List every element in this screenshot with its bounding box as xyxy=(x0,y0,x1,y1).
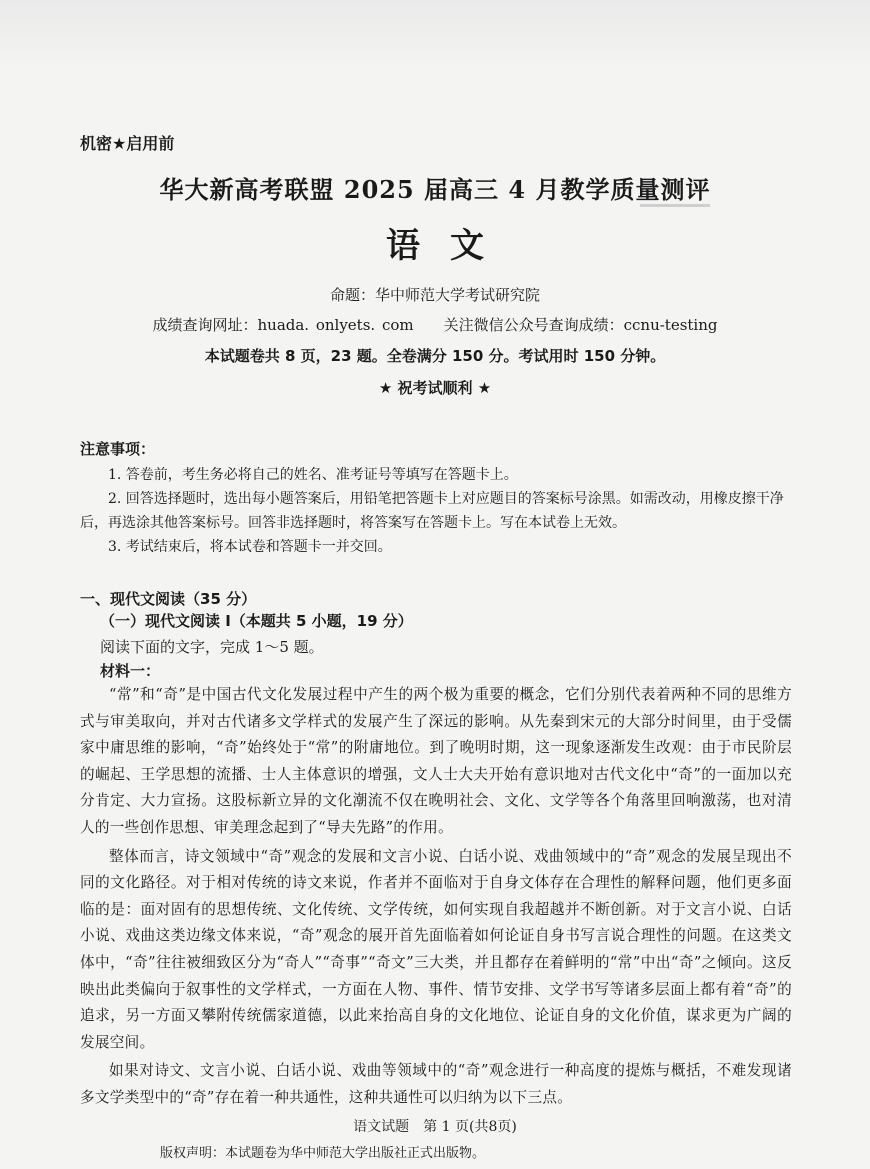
scan-shadow xyxy=(0,0,870,70)
material-label: 材料一： xyxy=(100,662,161,680)
exam-summary: 本试题卷共 8 页，23 题。全卷满分 150 分。考试用时 150 分钟。 xyxy=(204,347,666,365)
subject-title: 语文 xyxy=(386,226,514,266)
wechat-info: 关注微信公众号查询成绩：ccnu-testing xyxy=(443,316,718,334)
paragraph: 如果对诗文、文言小说、白话小说、戏曲等领域中的“奇”观念进行一种高度的提炼与概括，不难发现诸多文学类型中的“奇”存在着一种共通性，这种共通性可以归纳为以下三点。 xyxy=(80,1062,792,1106)
confidential-label: 机密★启用前 xyxy=(80,134,175,153)
section-title: 一、现代文阅读（35 分） xyxy=(80,590,257,608)
note-item: 2. 回答选择题时，选出每小题答案后，用铅笔把答题卡上对应题目的答案标号涂黑。如需改动，用橡皮擦干净后，再选涂其他答案标号。回答非选择题时，将答案写在答题卡上。写在本试卷上无效。 xyxy=(80,491,784,531)
author-line: 命题：华中师范大学考试研究院 xyxy=(329,286,540,304)
reading-instruction: 阅读下面的文字，完成 1～5 题。 xyxy=(100,638,324,656)
good-luck-line: ★ 祝考试顺利 ★ xyxy=(378,379,492,397)
score-url: 成绩查询网址：huada. onlyets. com xyxy=(152,316,414,334)
material-body xyxy=(80,682,792,1114)
exam-title: 华大新高考联盟 2025 届高三 4 月教学质量测评 xyxy=(159,175,711,204)
subsection-title: （一）现代文阅读 I（本题共 5 小题，19 分） xyxy=(100,612,413,630)
copyright-notice: 版权声明：本试题卷为华中师范大学出版社正式出版物。 xyxy=(160,1146,486,1161)
page-footer: 语文试题 第 1 页(共8页) xyxy=(353,1119,517,1135)
notes-title: 注意事项： xyxy=(80,440,156,458)
note-item: 3. 考试结束后，将本试卷和答题卡一并交回。 xyxy=(108,539,392,555)
query-line xyxy=(0,314,870,335)
note-item: 1. 答卷前，考生务必将自己的姓名、准考证号等填写在答题卡上。 xyxy=(108,467,518,483)
paragraph: “常”和“奇”是中国古代文化发展过程中产生的两个极为重要的概念，它们分别代表着两种不同的思维方式与审美取向，并对古代诸多文学样式的发展产生了深远的影响。从先秦到宋元的大部分时间里，由于受儒家中庸思维的影响，“奇”始终处于“常”的附庸地位。到了晚明时期，这一现象逐渐发生改观：由于市民阶层的崛起、王学思想的流播、士人主体意识的增强，文人士大夫开始有意识地对古代文化中“奇”的一面加以充分肯定、大力宣扬。这股标新立异的文化潮流不仅在晚明社会、文化、文学等各个角落里回响激荡，也对清人的一些创作思想、审美理念起到了“导夫先路”的作用。 xyxy=(80,686,792,836)
paragraph: 整体而言，诗文领域中“奇”观念的发展和文言小说、白话小说、戏曲领域中的“奇”观念的发展呈现出不同的文化路径。对于相对传统的诗文来说，作者并不面临对于自身文体存在合理性的解释问题，他们更多面临的是：面对固有的思想传统、文化传统、文学传统，如何实现自我超越并不断创新。对于文言小说、白话小说、戏曲这类边缘文体来说，“奇”观念的展开首先面临着如何论证自身书写言说合理性的问题。在这类文体中，“奇”往往被细致区分为“奇人”“奇事”“奇文”三大类，并且都存在着鲜明的“常”中出“奇”之倾向。这反映出此类偏向于叙事性的文学样式，一方面在人物、事件、情节安排、文学书写等诸多层面上都有着“奇”的追求，另一方面又攀附传统儒家道德，以此来抬高自身的文化地位、论证自身的文化价值，谋求更为广阔的发展空间。 xyxy=(80,847,792,1051)
scan-smudge xyxy=(640,204,710,207)
notes-list xyxy=(80,463,800,559)
